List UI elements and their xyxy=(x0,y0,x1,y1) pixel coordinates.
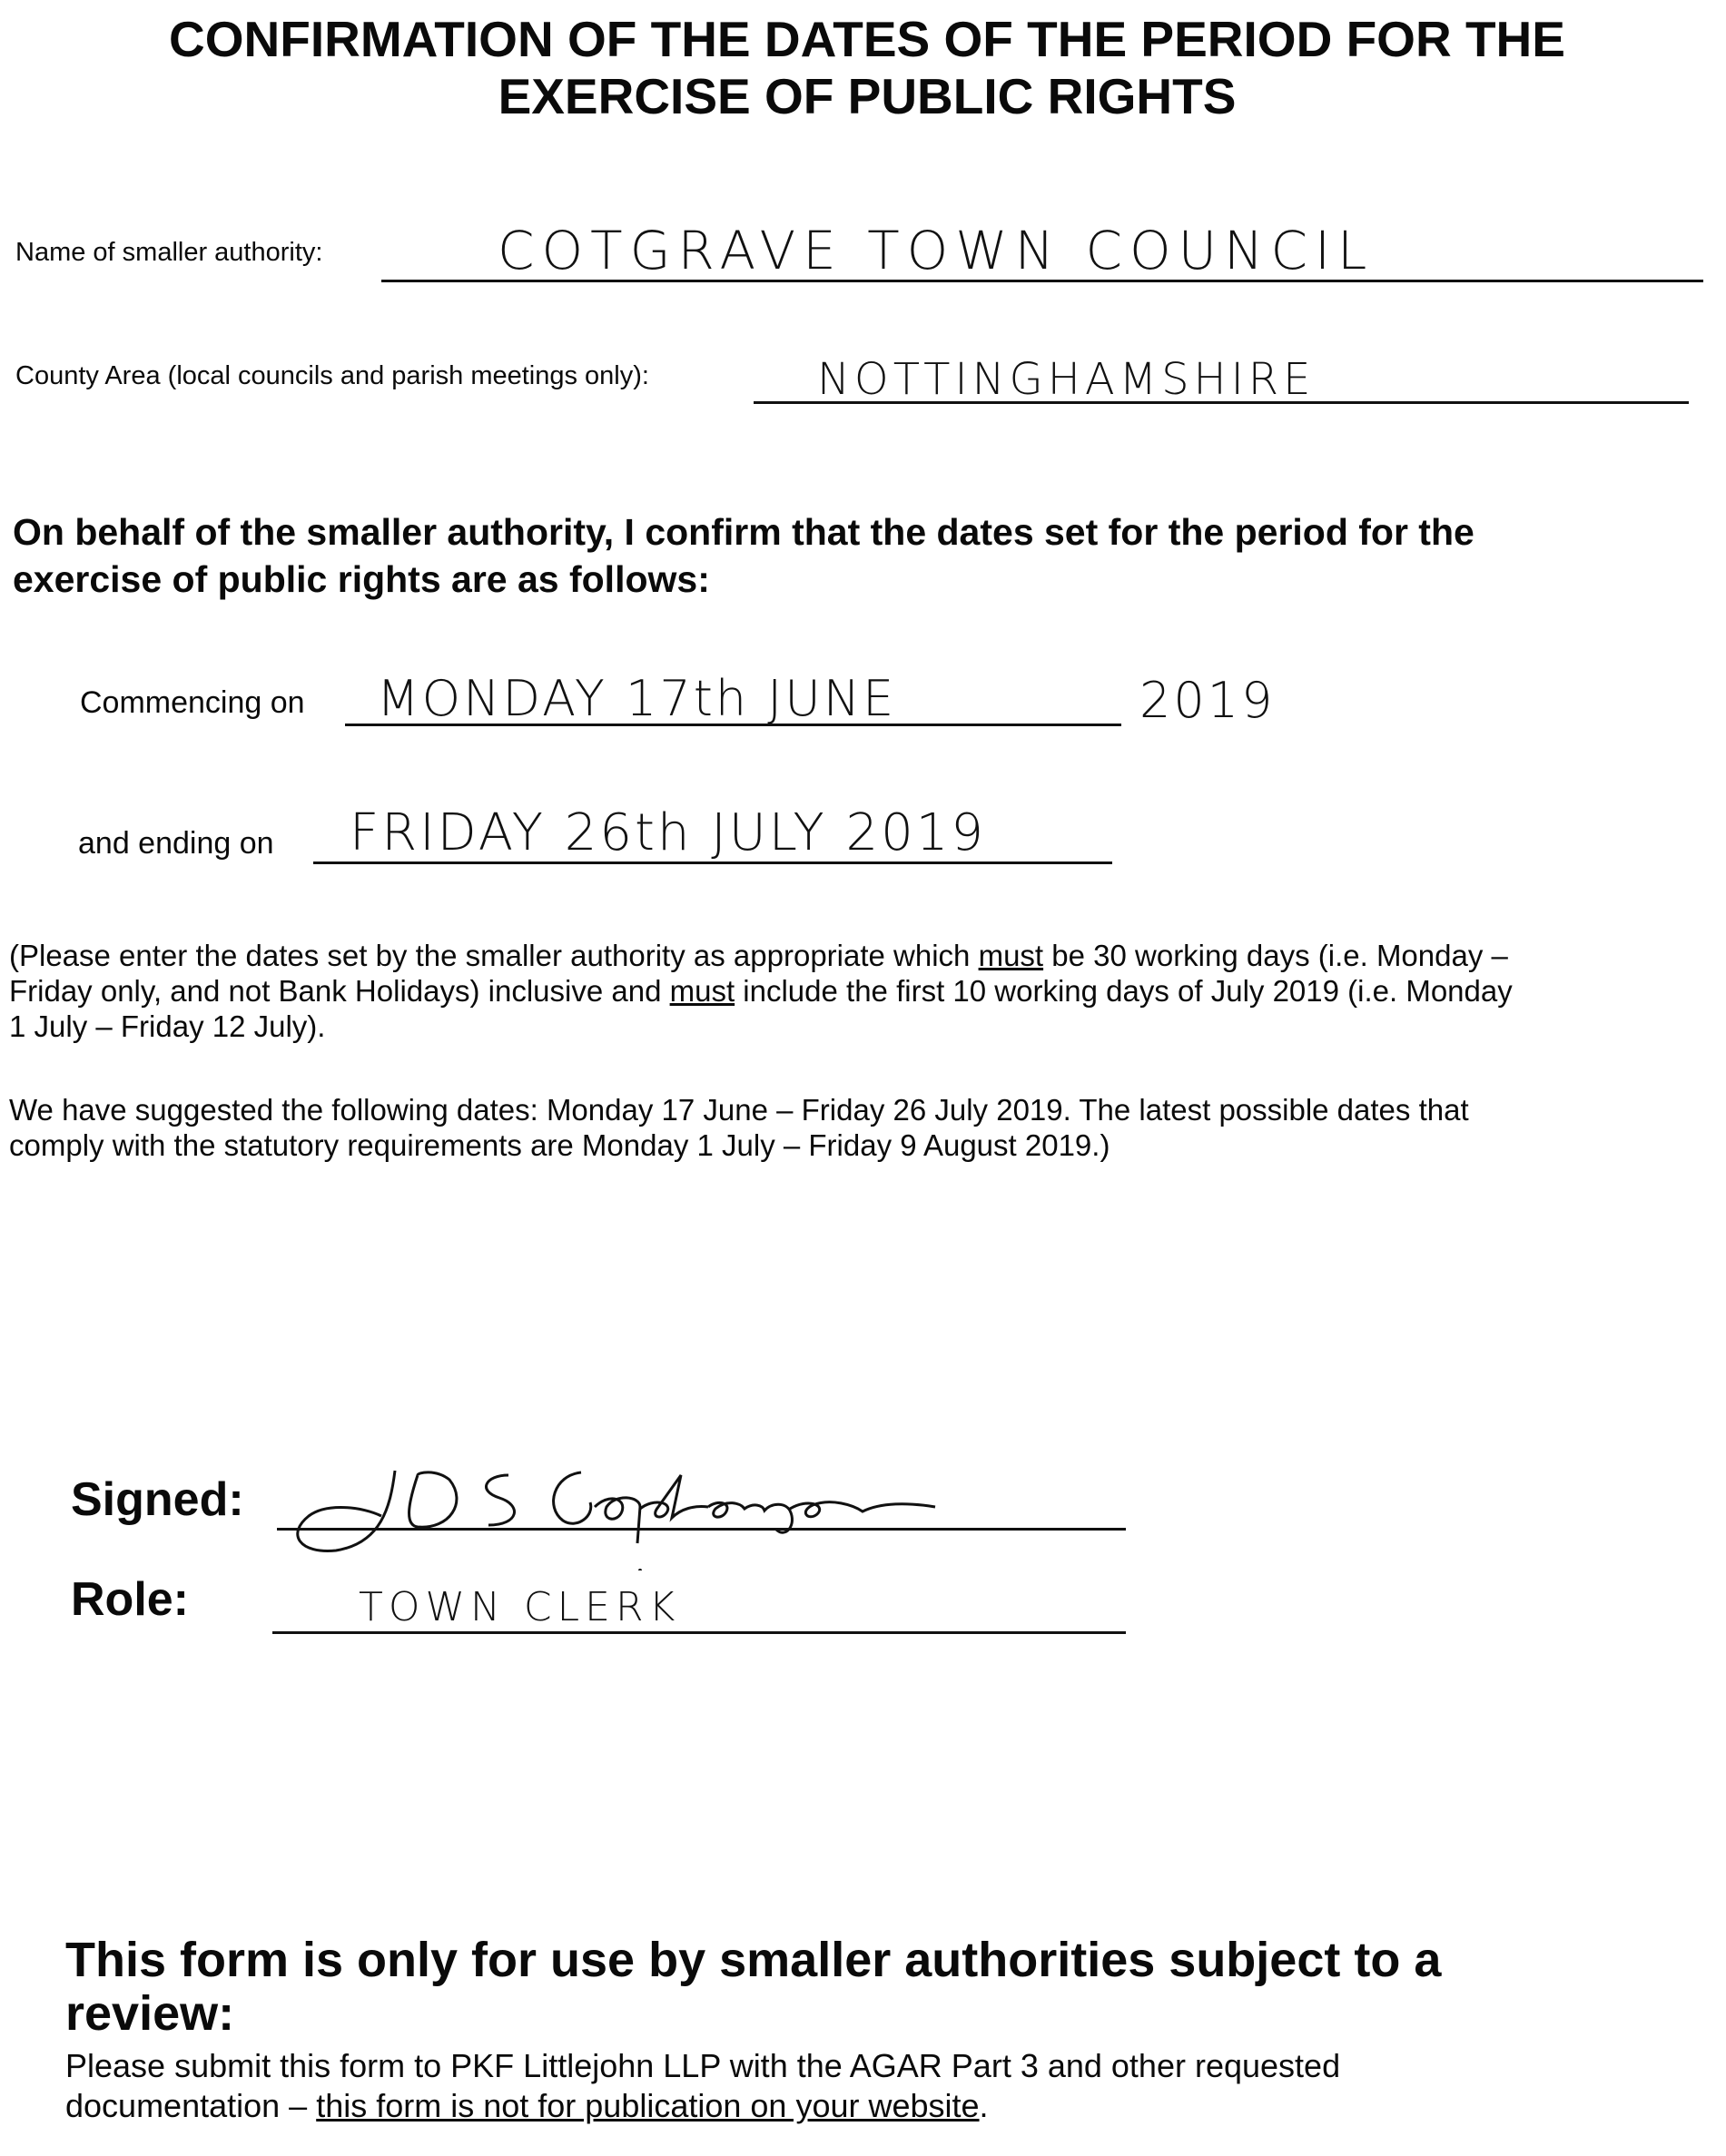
confirmation-statement xyxy=(13,508,1474,603)
signed-label: Signed: xyxy=(71,1473,244,1526)
form-title-line-2: EXERCISE OF PUBLIC RIGHTS xyxy=(498,68,1237,124)
suggested-dates-line-2: comply with the statutory requirements are Monday 1 July – Friday 9 August 2019.) xyxy=(9,1128,1110,1162)
guidance-line-1: (Please enter the dates set by the smaller authority as appropriate which must be 30 working days (i.e. Monday – xyxy=(9,939,1508,972)
commencing-field[interactable]: MONDAY 17th JUNE xyxy=(377,670,897,727)
footer-heading-line-2: review: xyxy=(65,1986,235,2041)
confirmation-statement-line-1: On behalf of the smaller authority, I confirm that the dates set for the period for the xyxy=(13,511,1474,553)
must-emphasis: must xyxy=(669,974,735,1008)
footer-body-line-1: Please submit this form to PKF Littlejohn LLP with the AGAR Part 3 and other requested xyxy=(65,2047,1341,2084)
signature[interactable] xyxy=(281,1452,1008,1570)
footer-instructions xyxy=(65,2046,1340,2126)
county-field[interactable]: NOTTINGHAMSHIRE xyxy=(817,354,1316,405)
authority-label: Name of smaller authority: xyxy=(15,238,323,267)
role-line xyxy=(272,1631,1126,1634)
county-label: County Area (local councils and parish meetings only): xyxy=(15,361,649,390)
form-title xyxy=(54,11,1680,125)
confirmation-statement-line-2: exercise of public rights are as follows: xyxy=(13,558,710,600)
dates-guidance-note xyxy=(9,938,1513,1044)
footer-heading-line-1: This form is only for use by smaller authorities subject to a xyxy=(65,1933,1442,1987)
commencing-year: 2019 xyxy=(1139,672,1276,729)
role-field[interactable]: TOWN CLERK xyxy=(359,1584,681,1630)
footer-body-line-2: documentation – this form is not for publication on your website. xyxy=(65,2087,989,2124)
ending-field[interactable]: FRIDAY 26th JULY 2019 xyxy=(350,803,987,862)
guidance-line-3: 1 July – Friday 12 July). xyxy=(9,1009,326,1043)
suggested-dates-line-1: We have suggested the following dates: Monday 17 June – Friday 26 July 2019. The latest possible dates that xyxy=(9,1093,1469,1127)
commencing-label: Commencing on xyxy=(80,685,305,720)
form-title-line-1: CONFIRMATION OF THE DATES OF THE PERIOD FOR THE xyxy=(169,11,1565,67)
authority-field[interactable]: COTGRAVE TOWN COUNCIL xyxy=(498,220,1375,281)
suggested-dates-note xyxy=(9,1092,1469,1163)
footer-heading xyxy=(65,1934,1441,2041)
guidance-line-2: Friday only, and not Bank Holidays) inclusive and must include the first 10 working days of July 2019 (i.e. Monday xyxy=(9,974,1513,1008)
role-label: Role: xyxy=(71,1573,189,1626)
not-for-publication-note: this form is not for publication on your website xyxy=(316,2087,980,2124)
signature-icon xyxy=(281,1452,1008,1570)
must-emphasis: must xyxy=(978,939,1044,972)
ending-label: and ending on xyxy=(78,826,274,861)
